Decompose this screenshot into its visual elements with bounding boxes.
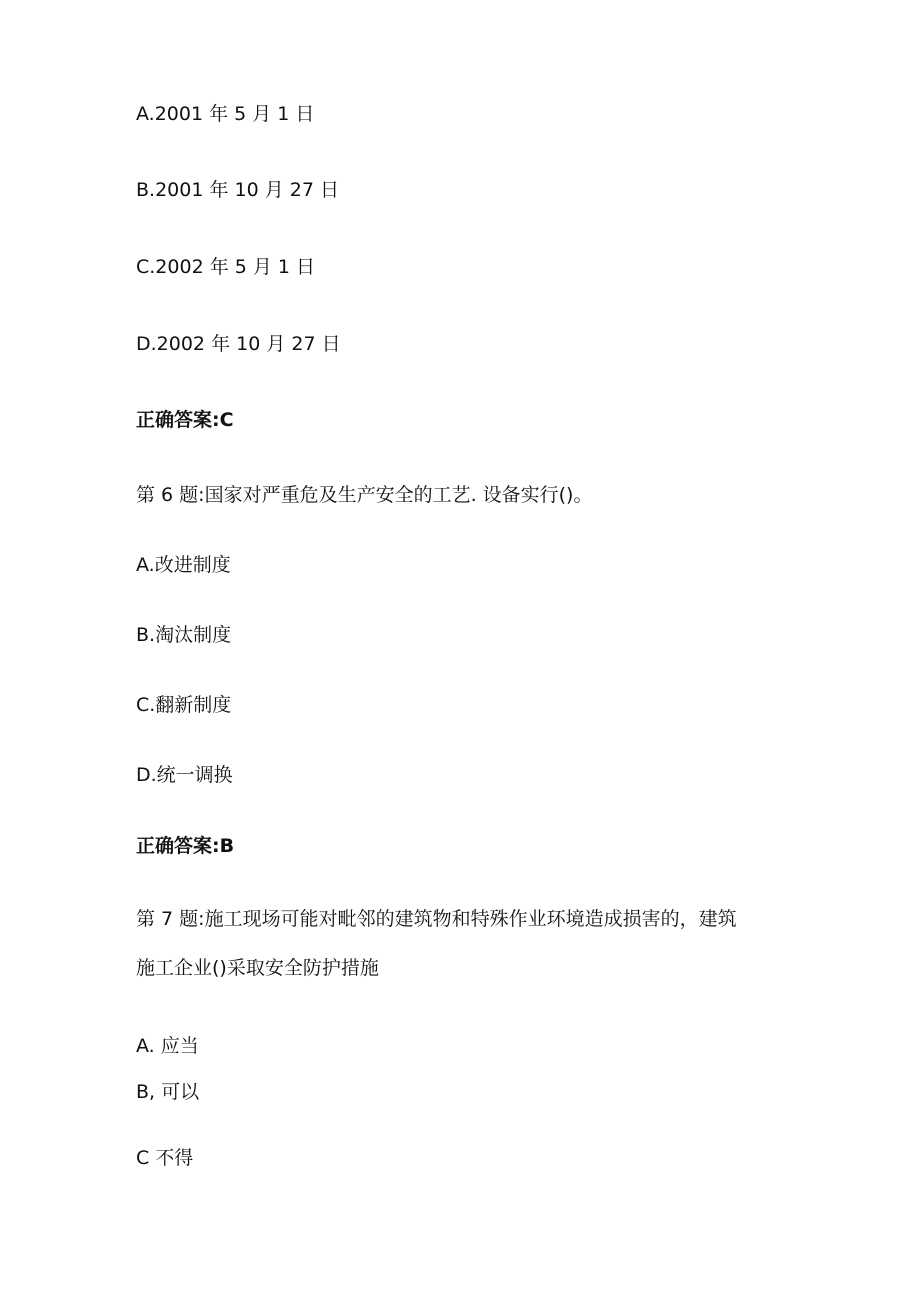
q6-option-a: A.改进制度 — [136, 554, 231, 576]
q5-option-b: B.2001 年 10 月 27 日 — [136, 179, 339, 201]
q6-option-b: B.淘汰制度 — [136, 624, 232, 646]
q7-option-c: C 不得 — [136, 1147, 194, 1169]
q7-option-b: B, 可以 — [136, 1081, 200, 1103]
q5-answer: 正确答案:C — [136, 409, 234, 431]
q7-question-line-2: 施工企业()采取安全防护措施 — [136, 957, 379, 979]
q7-option-a: A. 应当 — [136, 1035, 199, 1057]
q6-question: 第 6 题:国家对严重危及生产安全的工艺. 设备实行()。 — [136, 484, 593, 506]
q6-answer: 正确答案:B — [136, 835, 235, 857]
q6-option-c: C.翻新制度 — [136, 694, 232, 716]
q5-option-c: C.2002 年 5 月 1 日 — [136, 256, 316, 278]
q7-question-line-1: 第 7 题:施工现场可能对毗邻的建筑物和特殊作业环境造成损害的，建筑 — [136, 908, 737, 930]
q6-option-d: D.统一调换 — [136, 764, 233, 786]
q5-option-a: A.2001 年 5 月 1 日 — [136, 103, 315, 125]
q5-option-d: D.2002 年 10 月 27 日 — [136, 333, 341, 355]
